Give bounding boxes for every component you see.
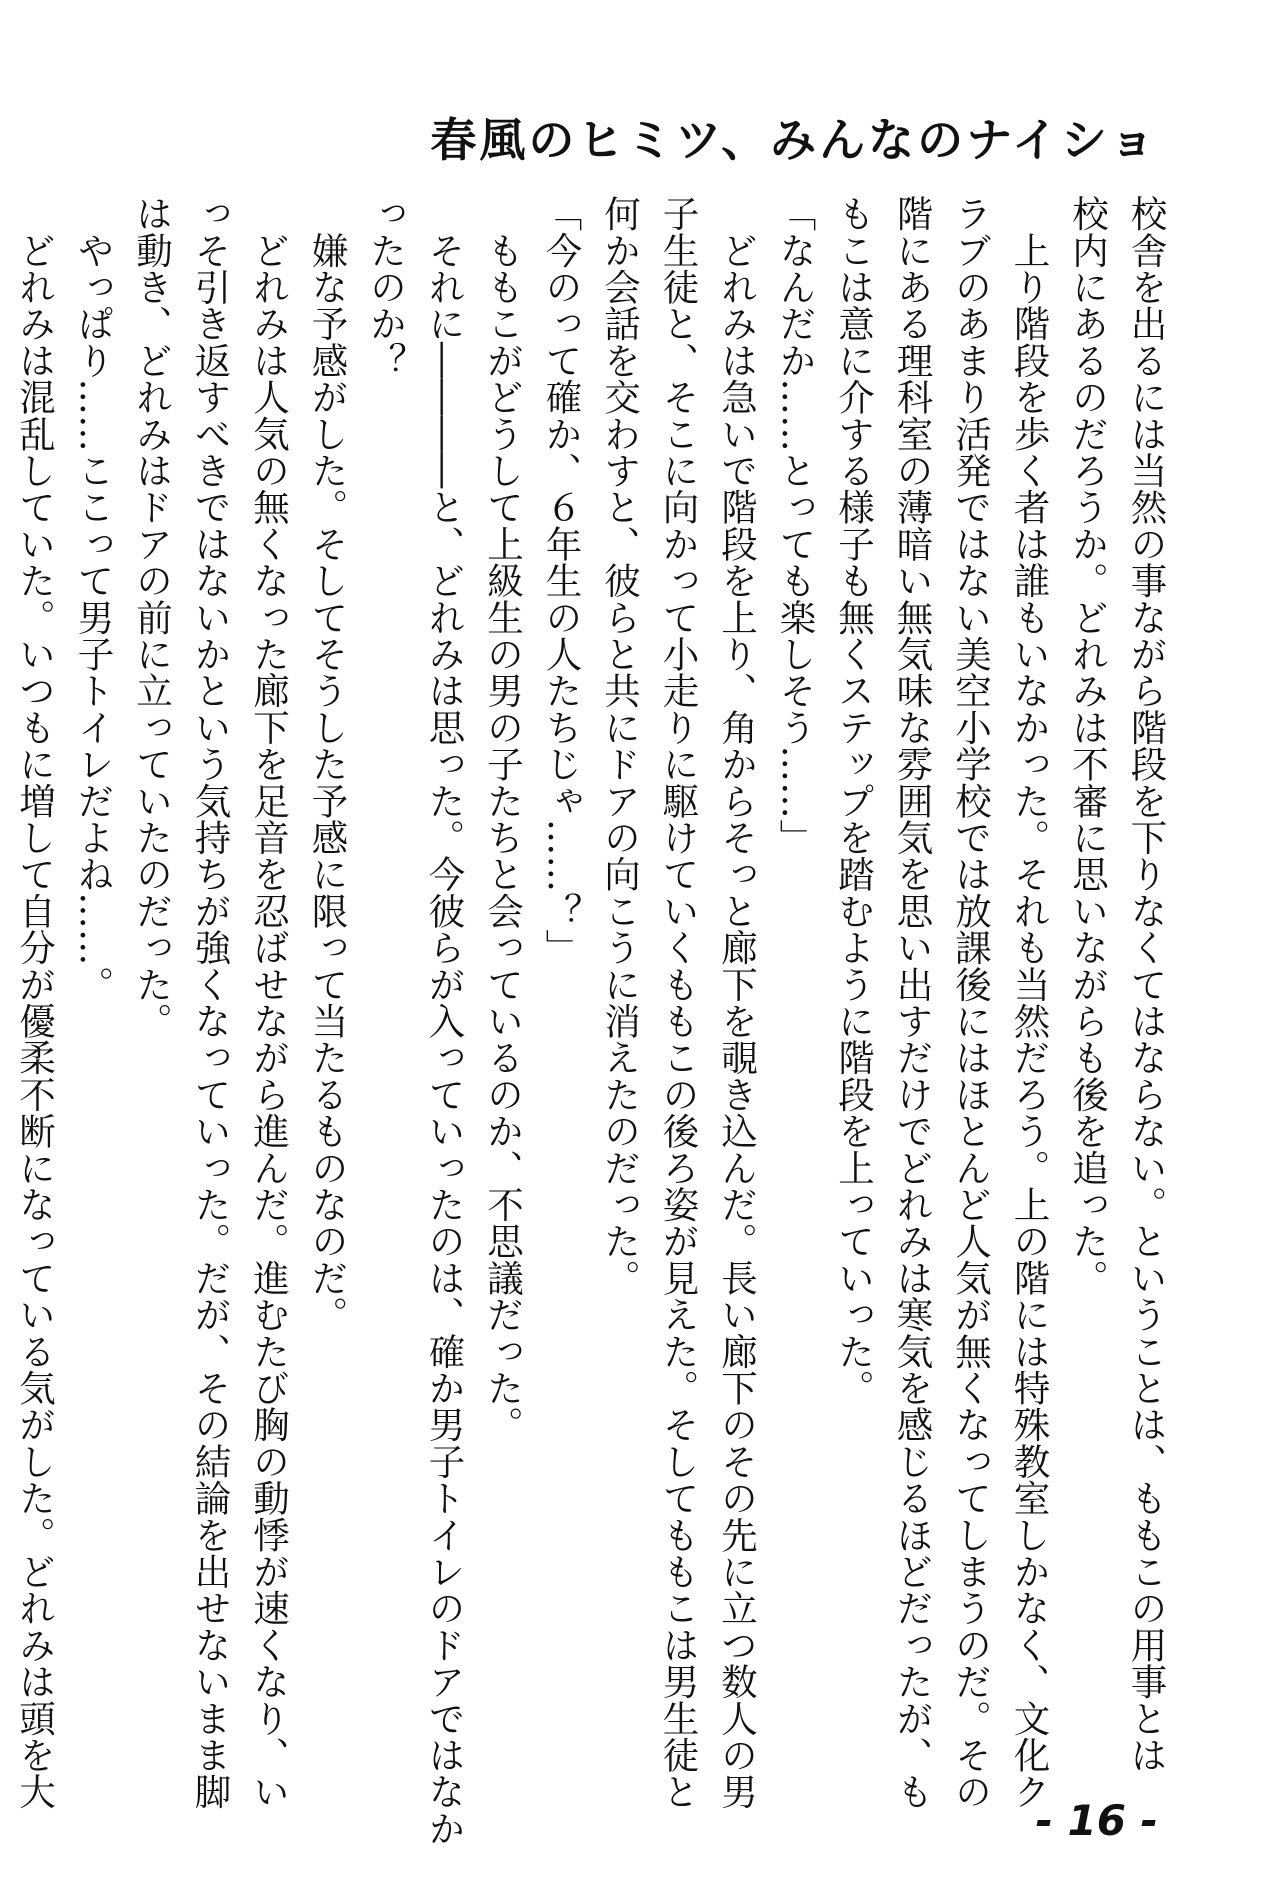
page-number: - 16 - — [1035, 1796, 1158, 1845]
page-title: 春風のヒミツ、みんなのナイショ — [430, 113, 1158, 167]
body-text: 校舎を出るには当然の事ながら階段を下りなくてはならない。ということは、ももこの用事とは 校内にあるのだろうか。どれみは不審に思いながらも後を追った。 上り階段を歩く者は誰もいなかった。それも当然だろう。上の階には特殊教室しかなく、文化ク ラブのあまり活発ではない美空小学校では放課後にはほとんど人気が無くなってしまうのだ。その 階にある理科室の薄暗い無気味な雰囲気を思い出すだけでどれみは寒気を感じるほどだったが、も もこは意に介する様子も無くステップを踏むように階段を上っていった。 「なんだか……とっても楽しそう……」 どれみは急いで階段を上り、角からそっと廊下を覗き込んだ。長い廊下のその先に立つ数人の男 子生徒と、そこに向かって小走りに駆けていくももこの後ろ姿が見えた。そしてももこは男生徒と 何か会話を交わすと、彼らと共にドアの向こうに消えたのだった。 「今のって確か、６年生の人たちじゃ……？」 ももこがどうして上級生の男の子たちと会っているのか、不思議だった。 それに――――と、どれみは思った。今彼らが入っていったのは、確か男子トイレのドアではなか ったのか？ 嫌な予感がした。そしてそうした予感に限って当たるものなのだ。 どれみは人気の無くなった廊下を足音を忍ばせながら進んだ。進むたび胸の動悸が速くなり、い っそ引き返すべきではないかという気持ちが強くなっていった。だが、その結論を出せないまま脚 は動き、どれみはドアの前に立っていたのだった。 やっぱり……ここって男子トイレだよね……。 どれみは混乱していた。いつもに増して自分が優柔不断になっている気がした。どれみは頭を大 — [13, 195, 1168, 1847]
